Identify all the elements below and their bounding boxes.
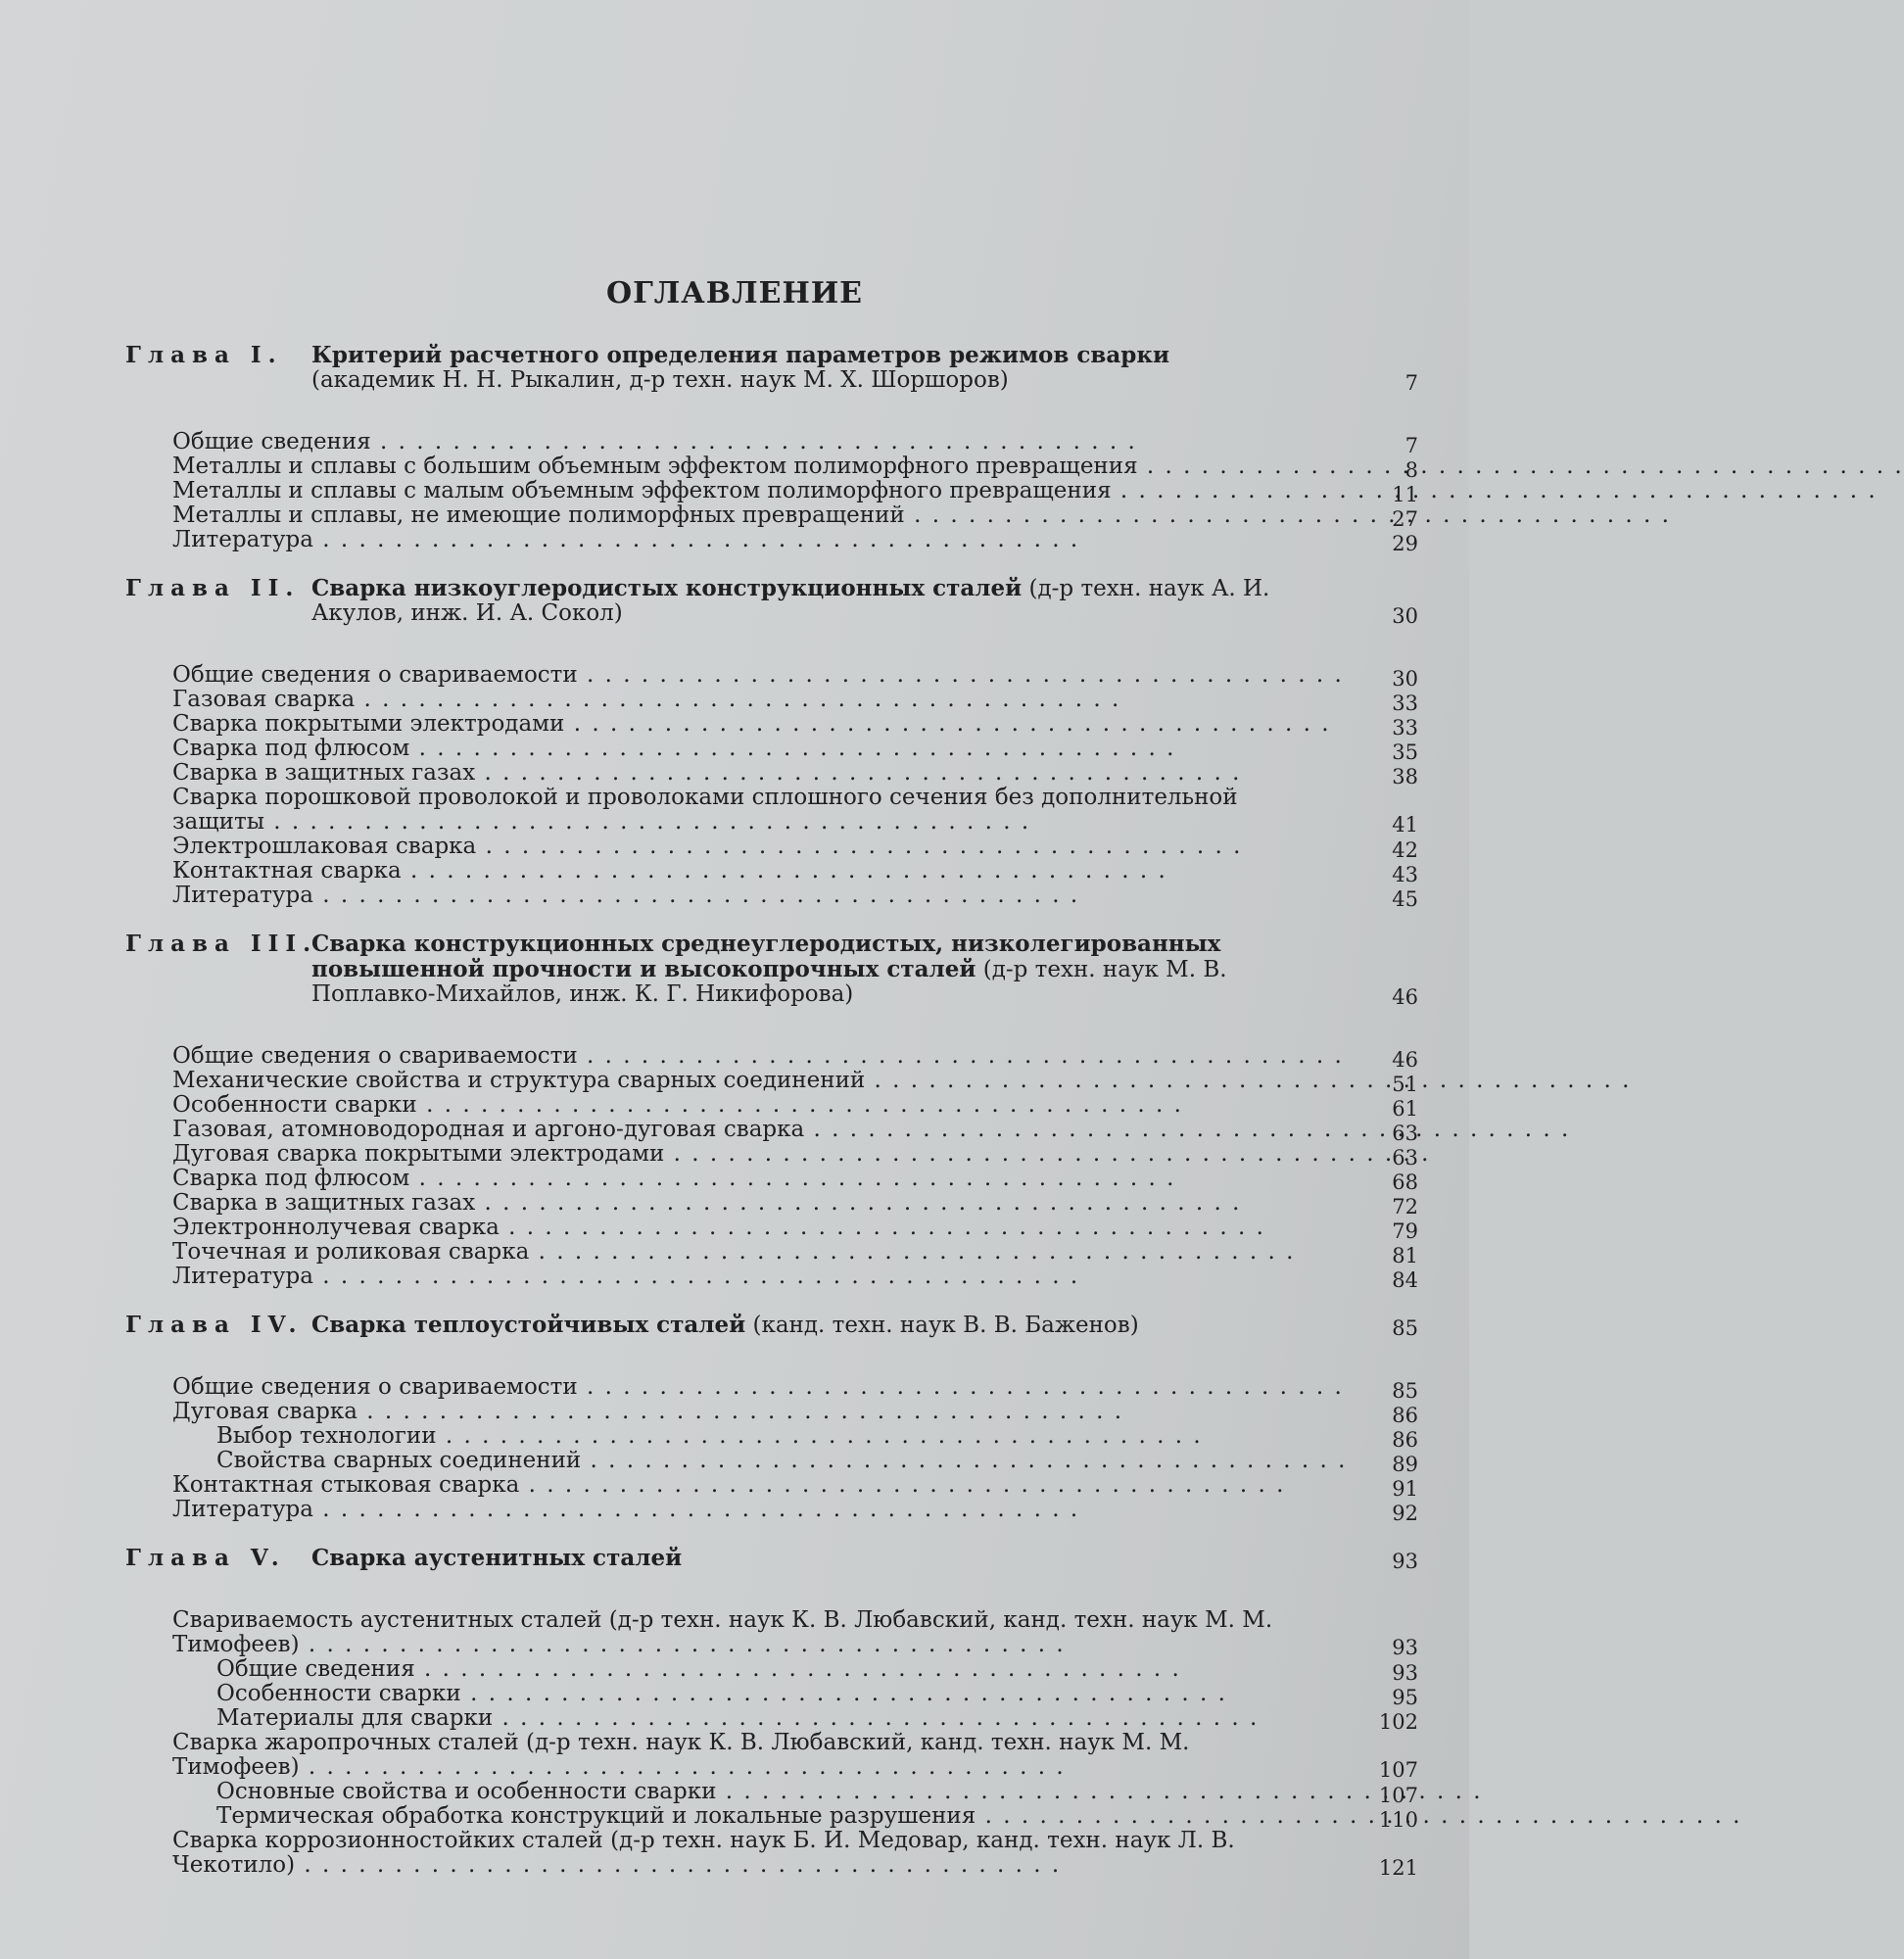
entry-page-number: 91 bbox=[1392, 1477, 1418, 1501]
chapter-title-main: Сварка аустенитных сталей bbox=[311, 1545, 683, 1571]
chapter-label: Глава III. bbox=[125, 931, 318, 957]
entry-page-number: 33 bbox=[1392, 716, 1418, 740]
toc-entry bbox=[172, 883, 1418, 911]
chapter-authors: (д-р техн. наук М. В. Поплавко-Михайлов, инж. К. Г. Никифорова) bbox=[311, 957, 1227, 1007]
chapter bbox=[125, 575, 1418, 911]
toc-entry bbox=[172, 1068, 1418, 1096]
page-title: ОГЛАВЛЕНИЕ bbox=[605, 276, 864, 311]
toc-entry bbox=[216, 1803, 1418, 1832]
toc-entry bbox=[172, 527, 1418, 555]
toc-entry bbox=[172, 687, 1418, 715]
toc-entry bbox=[172, 1092, 1418, 1121]
toc-entry bbox=[172, 478, 1418, 506]
table-of-contents bbox=[125, 343, 1418, 1901]
toc-entry bbox=[216, 1423, 1418, 1452]
entry-page-number: 121 bbox=[1378, 1856, 1418, 1880]
entry-page-number: 93 bbox=[1392, 1636, 1418, 1659]
chapter-label: Глава II. bbox=[125, 575, 301, 601]
chapter bbox=[125, 342, 1418, 555]
entry-title: Контактная сварка . . . bbox=[172, 859, 1167, 884]
toc-entry bbox=[172, 454, 1418, 482]
chapter-page-number: 7 bbox=[1404, 371, 1418, 395]
entry-title: Общие сведения о свариваемости . . . bbox=[172, 1044, 1344, 1069]
entry-page-number: 102 bbox=[1378, 1710, 1418, 1734]
entry-page-number: 93 bbox=[1392, 1661, 1418, 1685]
entry-title: Общие сведения о свариваемости . . . bbox=[172, 1375, 1344, 1400]
entry-list bbox=[172, 1043, 1418, 1292]
entry-title: Сварка в защитных газах . . . bbox=[172, 1191, 1241, 1216]
entry-title: Литература . . . bbox=[172, 884, 1079, 908]
entry-title: Сварка в защитных газах . . . bbox=[172, 761, 1241, 786]
chapter-authors: (д-р техн. наук А. И. Акулов, инж. И. А. Сокол) bbox=[311, 576, 1270, 626]
chapter-page-number: 85 bbox=[1392, 1316, 1418, 1340]
chapter-label: Глава I. bbox=[125, 342, 283, 368]
entry-title: Общие сведения . . . bbox=[172, 430, 1137, 454]
entry-title: Металлы и сплавы с малым объемным эффектом полиморфного превращения . . . bbox=[172, 479, 1878, 503]
entry-page-number: 33 bbox=[1392, 692, 1418, 715]
entry-title: Электроннолучевая сварка . . . bbox=[172, 1216, 1265, 1240]
entry-title: Сварка коррозионностойких сталей (д-р техн. наук Б. И. Медовар, канд. техн. наук Л. В. Чекотило) . . . bbox=[172, 1828, 1235, 1878]
chapter-title-main: Сварка теплоустойчивых сталей bbox=[311, 1312, 746, 1338]
toc-entry bbox=[172, 711, 1418, 740]
entry-list bbox=[172, 1374, 1418, 1525]
entry-page-number: 38 bbox=[1392, 765, 1418, 788]
chapter-page-number: 46 bbox=[1392, 985, 1418, 1009]
entry-page-number: 110 bbox=[1378, 1808, 1418, 1832]
toc-entry bbox=[172, 429, 1418, 457]
chapter-page-number: 30 bbox=[1392, 604, 1418, 628]
entry-title: Сварка жаропрочных сталей (д-р техн. наук К. В. Любавский, канд. техн. наук М. М. Тимофеев) . . . bbox=[172, 1730, 1189, 1780]
chapter-title bbox=[311, 343, 1299, 393]
entry-title: Сварка порошковой проволокой и проволоками сплошного сечения без дополнительной защиты . . . bbox=[172, 785, 1238, 835]
entry-page-number: 35 bbox=[1392, 741, 1418, 764]
entry-page-number: 8 bbox=[1404, 458, 1418, 482]
entry-page-number: 41 bbox=[1392, 813, 1418, 836]
entry-title: Сварка под флюсом . . . bbox=[172, 737, 1175, 761]
toc-entry bbox=[172, 1190, 1418, 1218]
toc-entry bbox=[172, 1730, 1418, 1782]
toc-entry bbox=[172, 1117, 1418, 1145]
entry-page-number: 51 bbox=[1392, 1073, 1418, 1096]
entry-page-number: 27 bbox=[1392, 507, 1418, 531]
entry-page-number: 86 bbox=[1392, 1428, 1418, 1452]
chapter-title bbox=[311, 1546, 1299, 1571]
entry-title: Дуговая сварка . . . bbox=[172, 1400, 1123, 1424]
toc-entry bbox=[172, 736, 1418, 764]
entry-title: Свойства сварных соединений . . . bbox=[216, 1449, 1347, 1473]
toc-entry bbox=[172, 1239, 1418, 1267]
entry-page-number: 7 bbox=[1404, 434, 1418, 457]
entry-title: Электрошлаковая сварка . . . bbox=[172, 835, 1242, 859]
entry-page-number: 42 bbox=[1392, 838, 1418, 862]
entry-page-number: 86 bbox=[1392, 1404, 1418, 1427]
entry-list bbox=[172, 429, 1418, 555]
toc-entry bbox=[172, 1497, 1418, 1525]
entry-title: Газовая, атомноводородная и аргоно-дуговая сварка . . . bbox=[172, 1118, 1570, 1142]
chapter-title-main: Сварка низкоуглеродистых конструкционных сталей bbox=[311, 575, 1023, 601]
toc-entry bbox=[172, 1828, 1418, 1880]
toc-entry bbox=[172, 1141, 1418, 1170]
chapter bbox=[125, 931, 1418, 1292]
chapter-heading bbox=[125, 1313, 1418, 1338]
entry-title: Основные свойства и особенности сварки . . . bbox=[216, 1780, 1483, 1804]
toc-entry bbox=[172, 1264, 1418, 1292]
chapter-authors: (академик Н. Н. Рыкалин, д-р техн. наук М. Х. Шоршоров) bbox=[311, 367, 1009, 393]
entry-title: Дуговая сварка покрытыми электродами . . . bbox=[172, 1142, 1430, 1167]
entry-page-number: 30 bbox=[1392, 667, 1418, 691]
entry-title: Газовая сварка . . . bbox=[172, 688, 1120, 712]
toc-entry bbox=[216, 1656, 1418, 1685]
toc-entry bbox=[172, 1399, 1418, 1427]
chapter bbox=[125, 1312, 1418, 1525]
toc-entry bbox=[216, 1779, 1418, 1807]
chapter-heading bbox=[125, 576, 1418, 626]
chapter-title-main: Критерий расчетного определения параметров режимов сварки bbox=[311, 342, 1170, 368]
chapter-title bbox=[311, 1313, 1299, 1338]
entry-page-number: 68 bbox=[1392, 1171, 1418, 1194]
entry-title: Сварка покрытыми электродами . . . bbox=[172, 712, 1331, 737]
entry-title: Материалы для сварки . . . bbox=[216, 1706, 1259, 1731]
entry-page-number: 45 bbox=[1392, 887, 1418, 911]
entry-page-number: 11 bbox=[1392, 483, 1418, 506]
toc-entry bbox=[172, 1374, 1418, 1403]
chapter-title bbox=[311, 576, 1299, 626]
toc-entry bbox=[172, 1472, 1418, 1501]
chapter-title bbox=[311, 932, 1299, 1007]
entry-page-number: 63 bbox=[1392, 1146, 1418, 1170]
entry-title: Свариваемость аустенитных сталей (д-р техн. наук К. В. Любавский, канд. техн. наук М. М. Тимофеев) . . . bbox=[172, 1607, 1272, 1657]
entry-page-number: 107 bbox=[1378, 1758, 1418, 1782]
toc-entry bbox=[172, 1043, 1418, 1072]
entry-page-number: 61 bbox=[1392, 1097, 1418, 1121]
entry-page-number: 43 bbox=[1392, 863, 1418, 886]
chapter-heading bbox=[125, 1546, 1418, 1571]
toc-entry bbox=[216, 1448, 1418, 1476]
toc-entry bbox=[216, 1681, 1418, 1709]
entry-list bbox=[172, 662, 1418, 911]
toc-entry bbox=[172, 1607, 1418, 1659]
toc-entry bbox=[172, 1215, 1418, 1243]
entry-title: Литература . . . bbox=[172, 528, 1079, 552]
entry-title: Выбор технологии . . . bbox=[216, 1424, 1203, 1449]
entry-title: Общие сведения . . . bbox=[216, 1657, 1181, 1682]
entry-page-number: 81 bbox=[1392, 1244, 1418, 1267]
toc-entry bbox=[216, 1705, 1418, 1734]
entry-page-number: 72 bbox=[1392, 1195, 1418, 1218]
entry-page-number: 89 bbox=[1392, 1453, 1418, 1476]
entry-title: Особенности сварки . . . bbox=[172, 1093, 1183, 1118]
toc-entry bbox=[172, 502, 1418, 531]
entry-title: Точечная и роликовая сварка . . . bbox=[172, 1240, 1295, 1265]
chapter-label: Глава V. bbox=[125, 1545, 286, 1571]
entry-page-number: 79 bbox=[1392, 1219, 1418, 1243]
entry-title: Особенности сварки . . . bbox=[216, 1682, 1227, 1706]
entry-page-number: 95 bbox=[1392, 1686, 1418, 1709]
entry-page-number: 29 bbox=[1392, 532, 1418, 555]
entry-title: Металлы и сплавы, не имеющие полиморфных превращений . . . bbox=[172, 503, 1671, 528]
chapter-label: Глава IV. bbox=[125, 1312, 304, 1338]
entry-page-number: 107 bbox=[1378, 1784, 1418, 1807]
entry-page-number: 46 bbox=[1392, 1048, 1418, 1072]
toc-entry bbox=[172, 834, 1418, 862]
toc-entry bbox=[172, 662, 1418, 691]
toc-entry bbox=[172, 760, 1418, 788]
entry-title: Литература . . . bbox=[172, 1265, 1079, 1289]
entry-title: Контактная стыковая сварка . . . bbox=[172, 1473, 1285, 1498]
entry-title: Общие сведения о свариваемости . . . bbox=[172, 663, 1344, 688]
toc-entry bbox=[172, 785, 1418, 836]
entry-page-number: 92 bbox=[1392, 1502, 1418, 1525]
chapter-heading bbox=[125, 932, 1418, 1007]
toc-entry bbox=[172, 858, 1418, 886]
chapter-heading bbox=[125, 343, 1418, 393]
entry-title: Литература . . . bbox=[172, 1498, 1079, 1522]
entry-title: Сварка под флюсом . . . bbox=[172, 1167, 1175, 1191]
entry-page-number: 84 bbox=[1392, 1268, 1418, 1292]
entry-title: Термическая обработка конструкций и локальные разрушения . . . bbox=[216, 1804, 1741, 1829]
chapter-title-main: Сварка конструкционных среднеуглеродистых, низколегированных повышенной прочности и высокопрочных сталей bbox=[311, 931, 1221, 982]
entry-title: Механические свойства и структура сварных соединений . . . bbox=[172, 1069, 1631, 1093]
chapter-authors: (канд. техн. наук В. В. Баженов) bbox=[745, 1313, 1139, 1338]
entry-title: Металлы и сплавы с большим объемным эффектом полиморфного превращения . . . bbox=[172, 454, 1904, 479]
toc-entry bbox=[172, 1166, 1418, 1194]
entry-list bbox=[172, 1607, 1418, 1880]
entry-page-number: 85 bbox=[1392, 1379, 1418, 1403]
chapter bbox=[125, 1546, 1418, 1878]
chapter-page-number: 93 bbox=[1392, 1550, 1418, 1573]
entry-page-number: 63 bbox=[1392, 1122, 1418, 1145]
